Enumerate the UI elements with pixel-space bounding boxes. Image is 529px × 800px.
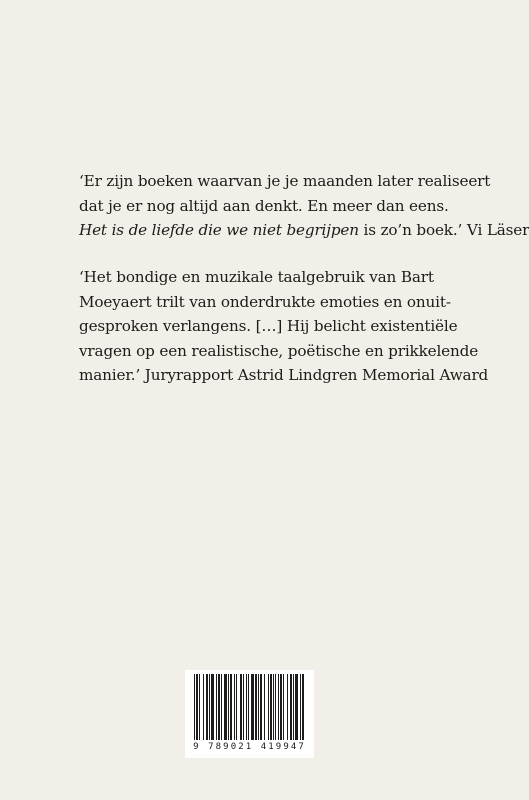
barcode-bar [218,674,220,740]
review-quote-jury-report [79,265,489,388]
barcode-bar [268,674,269,740]
barcode-bar [251,674,254,740]
quote-line: vragen op een realistische, poëtische en prikkelende [79,341,479,360]
barcode-bar [295,674,298,740]
barcode-bar [240,674,242,740]
barcode-bar [255,674,257,740]
quote-line: ‘Er zijn boeken waarvan je je maanden later realiseert [79,172,491,190]
barcode-bar [199,674,200,740]
barcode-bar [278,674,279,740]
quote-attribution: manier.’ Juryrapport Astrid Lindgren Memorial Award [79,366,489,384]
barcode-bar [280,674,282,740]
quote-line: Moeyaert trilt van onderdrukte emoties en onuit- [79,292,451,311]
barcode-bar [290,674,292,740]
barcode-bar [196,674,198,740]
barcode-bar [287,674,288,740]
barcode-bar [293,674,294,740]
barcode-bar [203,674,204,740]
barcode-bar [216,674,217,740]
quote-line: ‘Het bondige en muzikale taalgebruik van Bart [79,268,434,286]
quote-attribution: is zo’n boek.’ Vi Läser [358,221,529,239]
barcode-bar [264,674,265,740]
barcode-bar [258,674,259,740]
quote-line: gesproken verlangens. […] Hij belicht existentiële [79,317,458,335]
barcode-bar [246,674,247,740]
barcode-bar [209,674,210,740]
barcode-bar [270,674,272,740]
barcode-bar [224,674,227,740]
barcode-bar [243,674,244,740]
isbn-barcode [185,670,314,758]
barcode-bar [230,674,232,740]
barcode-bar [275,674,276,740]
barcode-bar [273,674,274,740]
barcode-bar [260,674,262,740]
barcode-bar [302,674,304,740]
barcode-bar [211,674,214,740]
barcode-bar [236,674,237,740]
barcode-bar [228,674,229,740]
barcode-bar [283,674,284,740]
quote-line [79,218,529,243]
book-title-italic: Het is de liefde die we niet begrijpen [79,221,359,239]
isbn-number: 9 789021 419947 [193,742,306,752]
barcode-bars [193,674,306,740]
barcode-bar [194,674,195,740]
barcode-bar [234,674,235,740]
barcode-bar [300,674,301,740]
review-quote-vi-laser [79,169,529,243]
barcode-bar [221,674,222,740]
barcode-bar [248,674,249,740]
barcode-bar [206,674,208,740]
quote-line: dat je er nog altijd aan denkt. En meer dan eens. [79,196,449,215]
